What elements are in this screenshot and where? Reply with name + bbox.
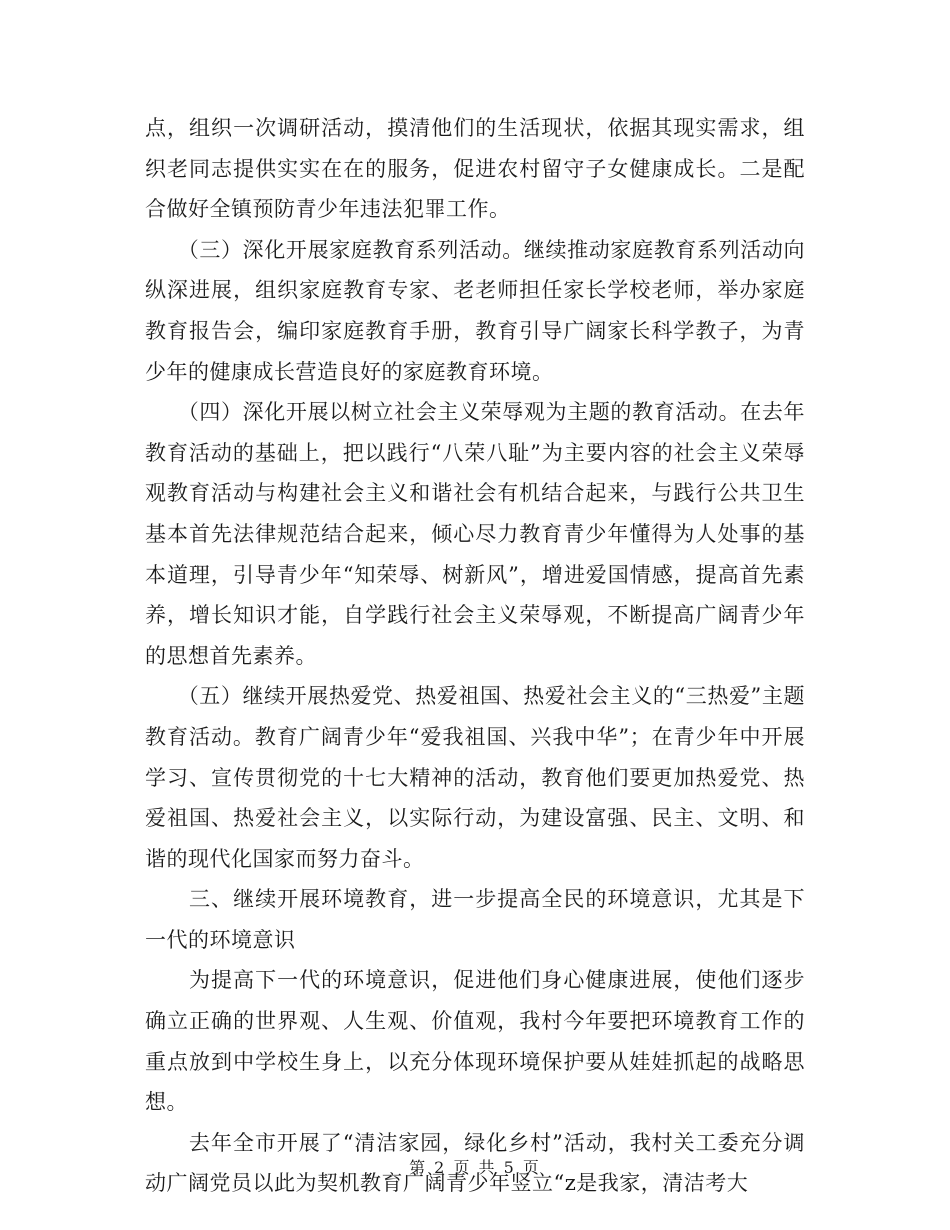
page-footer: 第 2 页 共 5 页	[409, 1158, 541, 1177]
paragraph-three-loves: （五）继续开展热爱党、热爱祖国、热爱社会主义的“三热爱”主题教育活动。教育广阔青少年“爱我祖国、兴我中华”；在青少年中开展学习、宣传贯彻党的十七大精神的活动，教育他们要更加热爱党、热爱祖国、热爱社会主义，以实际行动，为建设富强、民主、文明、和谐的现代化国家而努力奋斗。	[145, 684, 805, 871]
paragraph-continuation: 点，组织一次调研活动，摸清他们的生活现状，依据其现实需求，组织老同志提供实实在在的服务，促进农村留守子女健康成长。二是配合做好全镇预防青少年违法犯罪工作。	[145, 116, 805, 222]
paragraph-environment-awareness: 为提高下一代的环境意识，促进他们身心健康进展，使他们逐步确立正确的世界观、人生观、价值观，我村今年要把环境教育工作的重点放到中学校生身上，以充分体现环境保护要从娃娃抓起的战略思想。	[145, 968, 805, 1115]
paragraph-honor-disgrace: （四）深化开展以树立社会主义荣辱观为主题的教育活动。在去年教育活动的基础上，把以践行“八荣八耻”为主要内容的社会主义荣辱观教育活动与构建社会主义和谐社会有机结合起来，与践行公共卫生基本首先法律规范结合起来，倾心尽力教育青少年懂得为人处事的基本道理，引导青少年“知荣辱、树新风”，增进爱国情感，提高首先素养，增长知识才能，自学践行社会主义荣辱观，不断提高广阔青少年的思想首先素养。	[145, 400, 805, 668]
section-heading-environment: 三、继续开展环境教育，进一步提高全民的环境意识，尤其是下一代的环境意识	[145, 887, 805, 952]
document-body	[145, 108, 805, 1204]
paragraph-family-education: （三）深化开展家庭教育系列活动。继续推动家庭教育系列活动向纵深进展，组织家庭教育专家、老老师担任家长学校老师，举办家庭教育报告会，编印家庭教育手册，教育引导广阔家长科学教子，为青少年的健康成长营造良好的家庭教育环境。	[145, 237, 805, 384]
paragraph-clean-home: 去年全市开展了“清洁家园，绿化乡村”活动，我村关工委充分调动广阔党员以此为契机教育广阔青少年竖立“z是我家，清洁考大	[145, 1130, 805, 1196]
